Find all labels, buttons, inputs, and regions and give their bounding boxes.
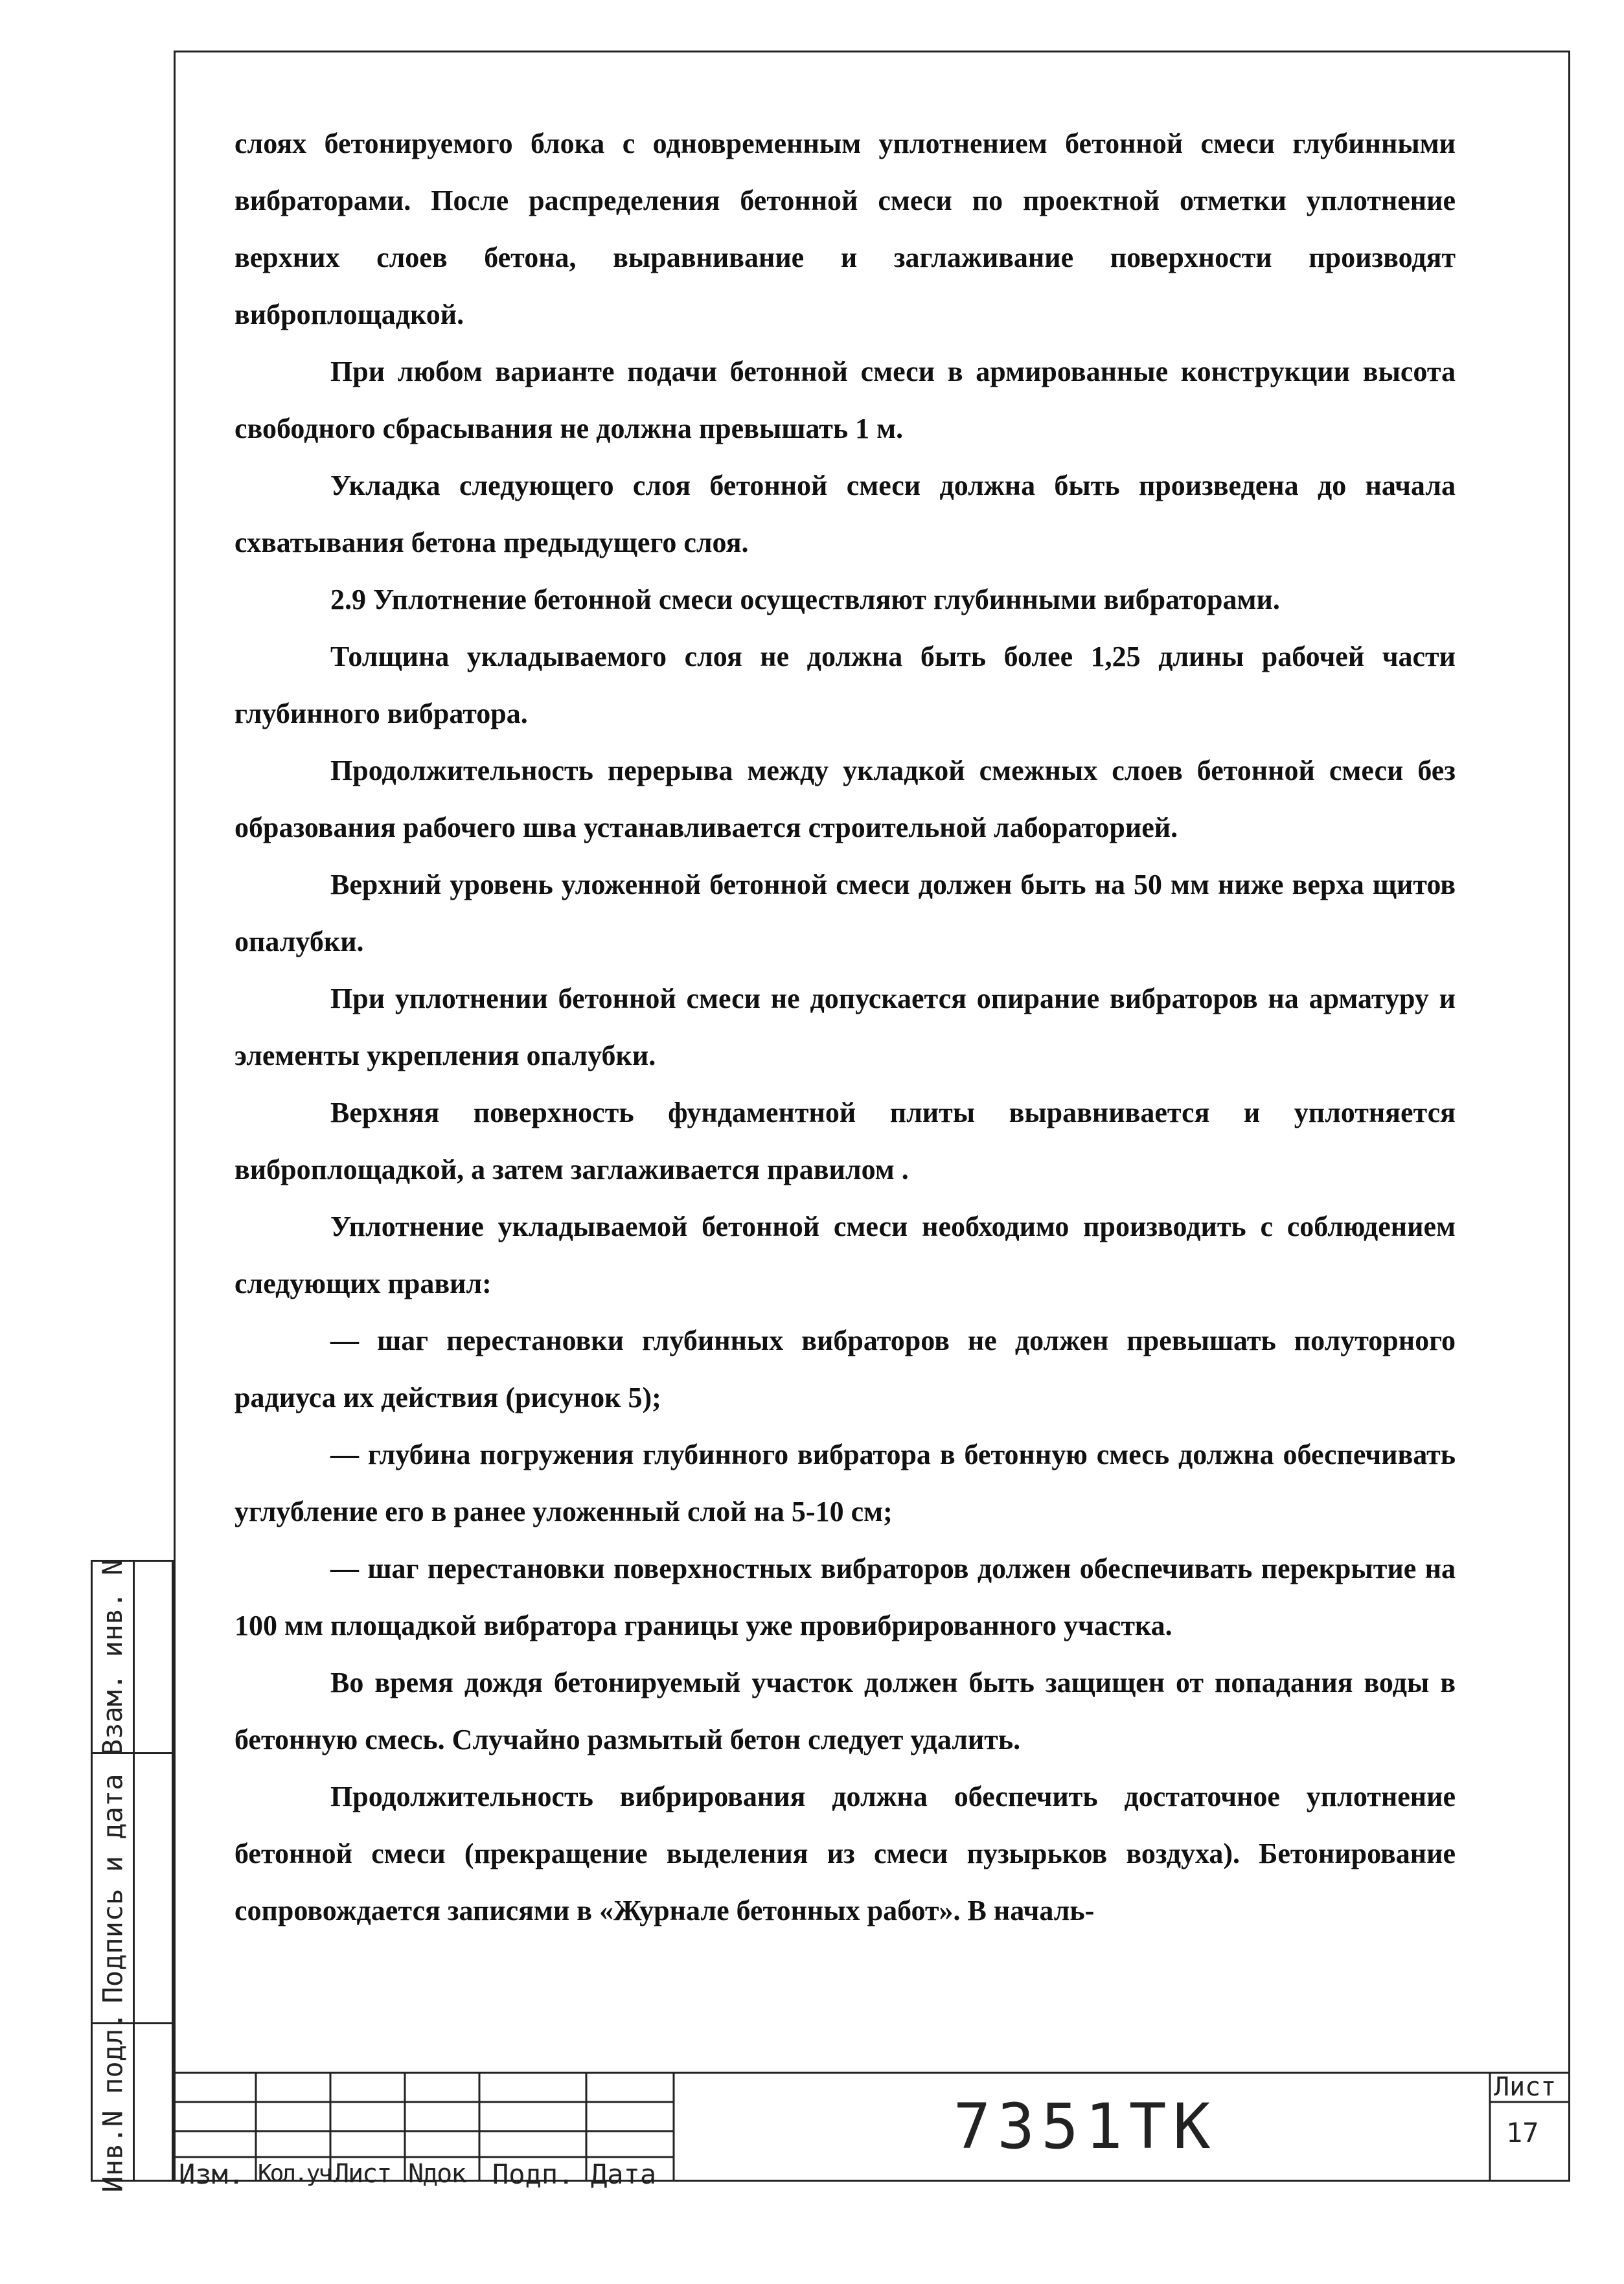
stamp-label: Подпись и дата — [97, 1773, 129, 2004]
paragraph: слоях бетонируемого блока с одновременным уплотнением бетонной смеси глубинными вибраторами. После распределения бетонной смеси по проектной отметки уплотнение верхних слоев бетона, выравнивание и заглаживание поверхности производят виброплощадкой. — [234, 128, 1456, 330]
paragraph: При любом варианте подачи бетонной смеси в армированные конструкции высота свободного сбрасывания не должна превышать 1 м. — [234, 356, 1456, 444]
paragraph: При уплотнении бетонной смеси не допускается опирание вибраторов на арматуру и элементы укрепления опалубки. — [234, 983, 1456, 1071]
paragraph: 2.9 Уплотнение бетонной смеси осуществляют глубинными вибраторами. — [330, 584, 1280, 615]
document-code: 7351ТК — [953, 2090, 1217, 2163]
col-list-label: Лист — [334, 2159, 391, 2189]
paragraph: Уплотнение укладываемой бетонной смеси необходимо производить с соблюдением следующих правил: — [234, 1211, 1456, 1299]
paragraph: Толщина укладываемого слоя не должна быть более 1,25 длины рабочей части глубинного вибратора. — [234, 641, 1456, 729]
sheet-label: Лист — [1494, 2072, 1557, 2102]
list-item: — глубина погружения глубинного вибратора в бетонную смесь должна обеспечивать углубление его в ранее уложенный слой на 5-10 см; — [234, 1439, 1456, 1527]
stamp-label: Взам. инв. N — [97, 1559, 129, 1755]
paragraph: Продолжительность перерыва между укладкой смежных слоев бетонной смеси без образования рабочего шва устанавливается строительной лабораторией. — [234, 755, 1456, 843]
paragraph: Во время дождя бетонируемый участок должен быть защищен от попадания воды в бетонную смесь. Случайно размытый бетон следует удалить. — [234, 1667, 1456, 1755]
list-item: — шаг перестановки поверхностных вибраторов должен обеспечивать перекрытие на 100 мм площадкой вибратора границы уже провибрированного участка. — [234, 1553, 1456, 1641]
col-podp-label: Подп. — [492, 2158, 575, 2190]
col-kol-uch-label: Кол.уч. — [258, 2160, 343, 2187]
sheet-number: 17 — [1506, 2117, 1539, 2149]
paragraph: Верхний уровень уложенной бетонной смеси должен быть на 50 мм ниже верха щитов опалубки. — [234, 869, 1456, 957]
list-item: — шаг перестановки глубинных вибраторов не должен превышать полуторного радиуса их действия (рисунок 5); — [234, 1325, 1456, 1413]
col-data-label: Дата — [591, 2158, 657, 2190]
paragraph: Продолжительность вибрирования должна обеспечить достаточное уплотнение бетонной смеси (прекращение выделения из смеси пузырьков воздуха). Бетонирование сопровождается записями в «Журнале бетонных работ». В началь- — [234, 1781, 1456, 1926]
stamp-label: Инв.N подл. — [97, 2011, 129, 2193]
col-ndok-label: Nдок — [408, 2159, 466, 2189]
paragraph: Укладка следующего слоя бетонной смеси должна быть произведена до начала схватывания бетона предыдущего слоя. — [234, 470, 1456, 558]
paragraph: Верхняя поверхность фундаментной плиты выравнивается и уплотняется виброплощадкой, а затем заглаживается правилом . — [234, 1097, 1456, 1185]
col-izm-label: Изм. — [179, 2158, 245, 2190]
